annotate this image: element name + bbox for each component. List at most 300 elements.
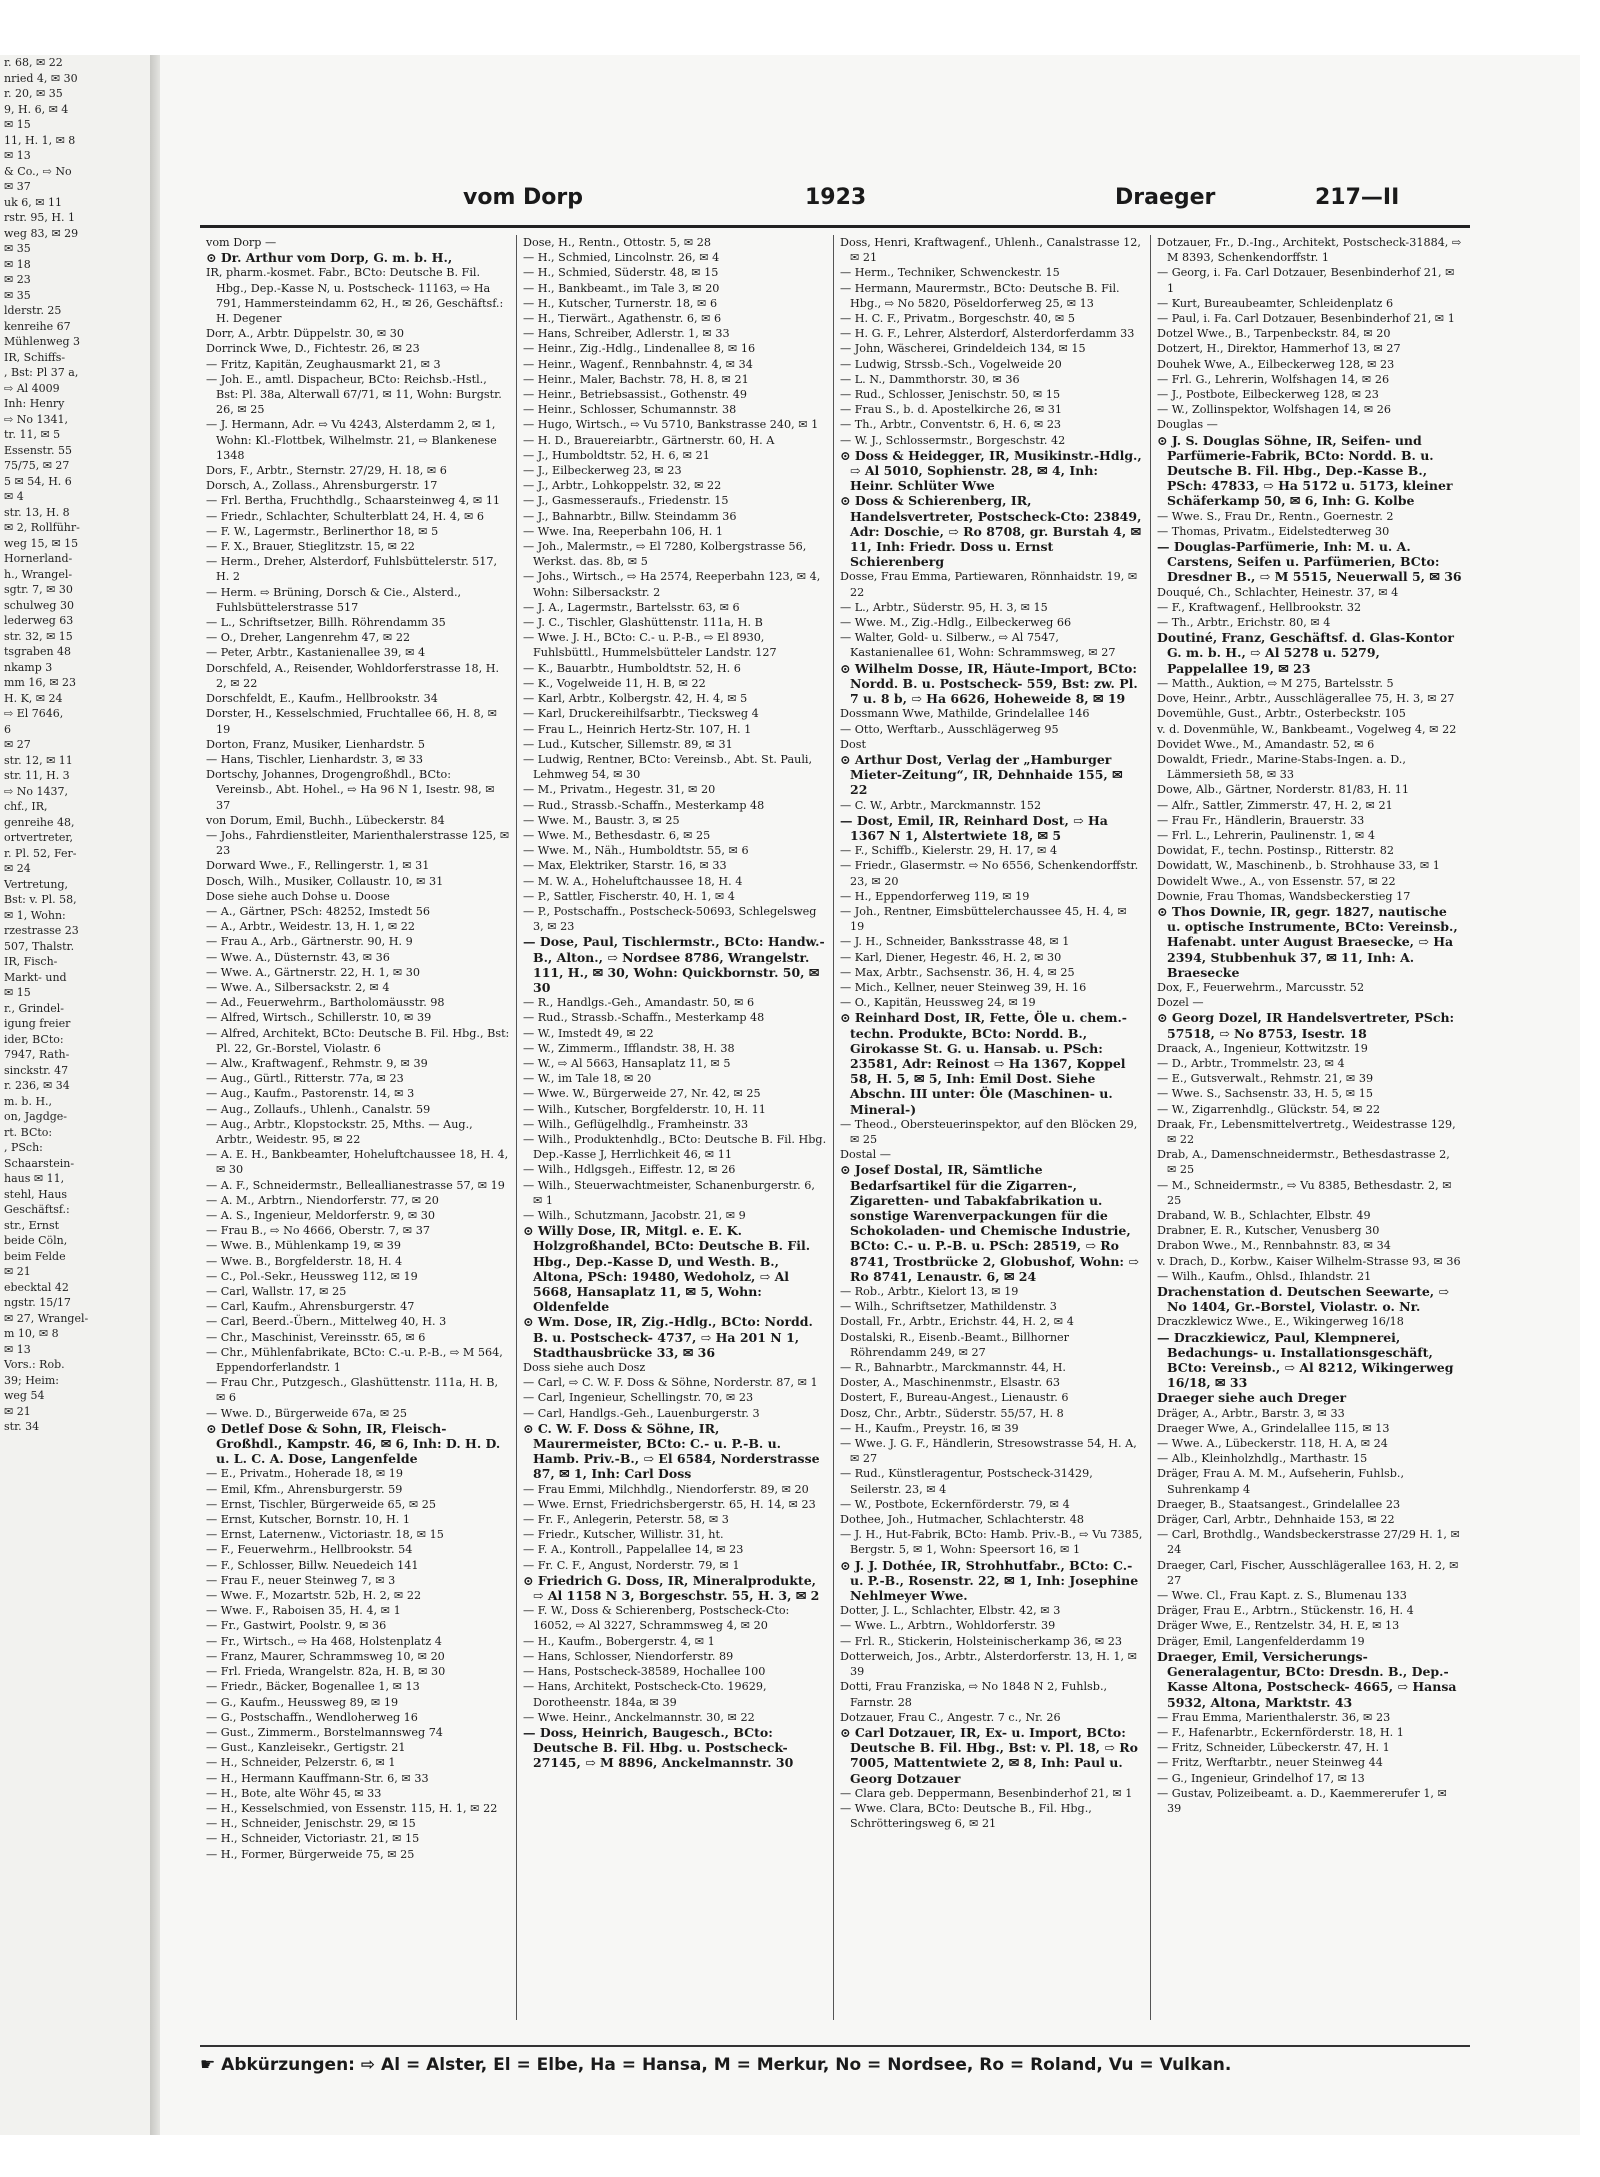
- directory-entry: — Fr., Wirtsch., ⇨ Ha 468, Holstenplatz 4: [206, 1634, 442, 1648]
- directory-entry: — Heinr., Betriebsassist., Gothenstr. 49: [523, 388, 748, 402]
- directory-entry: Dräger, Carl, Arbtr., Dehnhaide 153, ✉ 22: [1157, 1513, 1395, 1527]
- fragment-line: ebecktal 42: [4, 1280, 69, 1294]
- directory-entry: — Alb., Kleinholzhdlg., Marthastr. 15: [1157, 1452, 1368, 1466]
- directory-entry: — Wwe. S., Frau Dr., Rentn., Goernestr. 2: [1157, 509, 1394, 523]
- directory-entry: ⊙ Wm. Dose, IR, Zig.-Hdlg., BCto: Nordd. B. u. Postscheck- 4737, ⇨ Ha 201 N 1, Stadthausbrücke 33, ✉ 36: [523, 1314, 813, 1360]
- directory-entry: Dosse, Frau Emma, Partiewaren, Rönnhaidstr. 19, ✉ 22: [840, 570, 1138, 599]
- directory-entry: — Fr. C. F., Angust, Norderstr. 79, ✉ 1: [523, 1558, 740, 1572]
- directory-entry: — A. S., Ingenieur, Meldorferstr. 9, ✉ 30: [206, 1209, 435, 1222]
- directory-entry: — Herm., Dreher, Alsterdorf, Fuhlsbüttelerstr. 517, H. 2: [206, 555, 498, 584]
- column-1: [200, 235, 517, 2020]
- directory-entry: ⊙ Dr. Arthur vom Dorp, G. m. b. H.,: [206, 250, 453, 266]
- directory-entry: — Frau Fr., Händlerin, Brauerstr. 33: [1157, 813, 1365, 827]
- directory-entry: — W. J., Schlossermstr., Borgeschstr. 42: [840, 433, 1066, 447]
- directory-entry: — Max, Elektriker, Starstr. 16, ✉ 33: [523, 859, 727, 873]
- fragment-line: weg 83, ✉ 29: [4, 226, 79, 240]
- directory-entry: — F. X., Brauer, Stieglitzstr. 15, ✉ 22: [206, 540, 415, 554]
- directory-entry: — Hans, Postscheck-38589, Hochallee 100: [523, 1665, 766, 1679]
- fragment-line: ✉ 15: [4, 986, 31, 999]
- directory-entry: — Chr., Maschinist, Vereinsstr. 65, ✉ 6: [206, 1330, 426, 1344]
- directory-entry: von Dorum, Emil, Buchh., Lübeckerstr. 84: [206, 813, 445, 827]
- directory-entry: Draeger, Carl, Fischer, Ausschlägerallee 163, H. 2, ✉ 27: [1157, 1558, 1459, 1587]
- directory-entry: — Herm., Techniker, Schwenckestr. 15: [840, 266, 1060, 280]
- directory-entry: — Herm. ⇨ Brüning, Dorsch & Cie., Alsterd., Fuhlsbüttelerstrasse 517: [206, 585, 462, 614]
- directory-entry: Dowaldt, Friedr., Marine-Stabs-Ingen. a. D., Lämmersieth 58, ✉ 33: [1157, 752, 1406, 782]
- fragment-line: Schaarstein-: [4, 1156, 75, 1170]
- directory-entry: — K., Bauarbtr., Humboldtstr. 52, H. 6: [523, 661, 741, 675]
- directory-entry: — Rud., Strassb.-Schaffn., Mesterkamp 48: [523, 798, 765, 812]
- fragment-line: lederweg 63: [4, 614, 74, 627]
- directory-entry: — Wwe. B., Borgfelderstr. 18, H. 4: [206, 1254, 403, 1268]
- directory-entry: — K., Vogelweide 11, H. B, ✉ 22: [523, 676, 706, 690]
- directory-entry: — P., Postschaffn., Postscheck-50693, Schlegelsweg 3, ✉ 23: [523, 904, 817, 934]
- directory-entry: ⊙ Willy Dose, IR, Mitgl. e. E. K. Holzgroßhandel, BCto: Deutsche B. Fil. Hbg., Dep.-Kasse D, und Westh. B., Altona, PSch: 19480, Wedoholz, ⇨ Al 5668, Hansaplatz 11, ✉ 5, Wohn: Oldenfelde: [523, 1223, 811, 1315]
- directory-entry: — F., Hafenarbtr., Eckernförderstr. 18, H. 1: [1157, 1725, 1404, 1739]
- directory-entry: — Walter, Gold- u. Silberw., ⇨ Al 7547, Kastanienallee 61, Wohn: Schrammsweg, ✉ 27: [840, 631, 1116, 660]
- directory-entry: ⊙ Georg Dozel, IR Handelsvertreter, PSch: 57518, ⇨ No 8753, Isestr. 18: [1157, 1010, 1455, 1041]
- directory-entry: — Wwe. A., Lübeckerstr. 118, H. A, ✉ 24: [1157, 1437, 1388, 1451]
- directory-entry: — F., Schiffb., Kielerstr. 29, H. 17, ✉ 4: [840, 844, 1058, 858]
- directory-entry: — Alfr., Sattler, Zimmerstr. 47, H. 2, ✉ 21: [1157, 798, 1393, 812]
- directory-entry: Draak, Fr., Lebensmittelvertretg., Weidestrasse 129, ✉ 22: [1157, 1117, 1456, 1146]
- directory-entry: — J. C., Tischler, Glashüttenstr. 111a, H. B: [523, 616, 763, 630]
- fragment-line: haus ✉ 11,: [4, 1172, 65, 1185]
- directory-entry: vom Dorp —: [206, 236, 277, 249]
- fragment-line: r., Grindel-: [4, 1001, 64, 1015]
- directory-entry: — Hans, Schreiber, Adlerstr. 1, ✉ 33: [523, 327, 730, 341]
- fragment-line: ✉ 35: [4, 288, 31, 302]
- adjacent-page-fragment: [0, 55, 153, 2135]
- directory-entry: ⊙ Arthur Dost, Verlag der „Hamburger Mieter-Zeitung“, IR, Dehnhaide 155, ✉ 22: [840, 751, 1123, 798]
- directory-entry: — Hermann, Maurermstr., BCto: Deutsche B. Fil. Hbg., ⇨ No 5820, Pöseldorferweg 25, ✉ 13: [840, 281, 1120, 310]
- directory-entry: ⊙ Friedrich G. Doss, IR, Mineralprodukte, ⇨ Al 1158 N 3, Borgeschstr. 55, H. 3, ✉ 2: [523, 1572, 820, 1604]
- directory-entry: — R., Bahnarbtr., Marckmannstr. 44, H.: [840, 1361, 1066, 1375]
- fragment-line: kenreihe 67: [4, 319, 71, 333]
- directory-entry: — Kurt, Bureaubeamter, Schleidenplatz 6: [1157, 296, 1394, 310]
- directory-entry: — Wwe. J. G. F., Händlerin, Stresowstrasse 54, H. A, ✉ 27: [840, 1437, 1137, 1466]
- directory-entry: Dortschy, Johannes, Drogengroßhdl., BCto: Vereinsb., Abt. Hohel., ⇨ Ha 96 N 1, Isestr. 98, ✉ 37: [206, 768, 495, 812]
- fragment-line: Vors.: Rob.: [4, 1358, 65, 1371]
- directory-entry: — W., Zigarrenhdlg., Glückstr. 54, ✉ 22: [1157, 1102, 1381, 1116]
- directory-entry: — Wwe. B., Mühlenkamp 19, ✉ 39: [206, 1239, 402, 1253]
- directory-entry: Drab, A., Damenschneidermstr., Bethesdastrasse 2, ✉ 25: [1157, 1148, 1450, 1177]
- directory-entry: — W., Zimmerm., Ifflandstr. 38, H. 38: [523, 1041, 735, 1055]
- directory-entry: Douglas —: [1157, 418, 1218, 432]
- directory-entry: Dox, F., Feuerwehrm., Marcusstr. 52: [1157, 980, 1365, 994]
- fragment-line: rstr. 95, H. 1: [4, 211, 75, 224]
- fragment-line: r. 68, ✉ 22: [4, 56, 63, 69]
- directory-entry: — W., Postbote, Eckernförderstr. 79, ✉ 4: [840, 1497, 1070, 1511]
- fragment-line: , Bst: Pl 37 a,: [4, 366, 79, 379]
- directory-entry: — H., Schmied, Süderstr. 48, ✉ 15: [523, 266, 719, 280]
- directory-entry: — H. C. F., Privatm., Borgeschstr. 40, ✉ 5: [840, 312, 1075, 326]
- directory-entry: Dotzert, H., Direktor, Hammerhof 13, ✉ 27: [1157, 342, 1401, 356]
- directory-entry: Dowidat, F., techn. Postinsp., Ritterstr. 82: [1157, 844, 1394, 858]
- directory-entry: — J. H., Schneider, Banksstrasse 48, ✉ 1: [840, 935, 1070, 949]
- directory-entry: Dostal —: [840, 1148, 891, 1162]
- directory-entry: — E., Privatm., Hoherade 18, ✉ 19: [206, 1467, 403, 1481]
- directory-entry: — Wwe. M., Näh., Humboldtstr. 55, ✉ 6: [523, 844, 749, 858]
- directory-entry: — H., Hermann Kauffmann-Str. 6, ✉ 33: [206, 1771, 429, 1785]
- directory-entry: — Th., Arbtr., Erichstr. 80, ✉ 4: [1157, 616, 1331, 630]
- fragment-line: chf., IR,: [4, 800, 48, 813]
- directory-entry: Doster, A., Maschinenmstr., Elsastr. 63: [840, 1376, 1060, 1390]
- directory-entry: — C. W., Arbtr., Marckmannstr. 152: [840, 798, 1042, 812]
- directory-entry: — J., Postbote, Eilbeckerweg 128, ✉ 23: [1157, 388, 1379, 402]
- directory-entry: — Thomas, Privatm., Eidelstedterweg 30: [1157, 524, 1390, 538]
- directory-entry: — Johs., Wirtsch., ⇨ Ha 2574, Reeperbahn 123, ✉ 4, Wohn: Silbersackstr. 2: [523, 570, 821, 599]
- fragment-line: on, Jagdge-: [4, 1110, 68, 1123]
- directory-entry: ⊙ Carl Dotzauer, IR, Ex- u. Import, BCto: Deutsche B. Fil. Hbg., Bst: v. Pl. 18, ⇨ Ro 7005, Mattentwiete 2, ✉ 8, Inh: Paul u. Georg Dotzauer: [840, 1724, 1138, 1786]
- fragment-line: Markt- und: [4, 970, 67, 984]
- directory-entry: — F. W., Lagermstr., Berlinerthor 18, ✉ 5: [206, 524, 439, 538]
- directory-entry: — Heinr., Maler, Bachstr. 78, H. 8, ✉ 21: [523, 372, 749, 386]
- directory-entry: — Ludwig, Rentner, BCto: Vereinsb., Abt. St. Pauli, Lehmweg 54, ✉ 30: [523, 752, 813, 782]
- directory-entry: — Wilh., Steuerwachtmeister, Schanenburgerstr. 6, ✉ 1: [523, 1178, 815, 1207]
- directory-entry: Doss, Henri, Kraftwagenf., Uhlenh., Canalstrasse 12, ✉ 21: [840, 236, 1141, 265]
- directory-entry: — John, Wäscherei, Grindeldeich 134, ✉ 15: [840, 342, 1086, 356]
- fragment-line: str. 13, H. 8: [4, 505, 70, 519]
- directory-entry: — J., Bahnarbtr., Billw. Steindamm 36: [523, 509, 737, 523]
- directory-entry: — Wwe. S., Sachsenstr. 33, H. 5, ✉ 15: [1157, 1087, 1373, 1101]
- fragment-line: str. 12, ✉ 11: [4, 753, 73, 767]
- directory-entry: — Chr., Mühlenfabrikate, BCto: C.-u. P.-B., ⇨ M 564, Eppendorferlandstr. 1: [206, 1345, 503, 1375]
- directory-entry: Dräger, Emil, Langenfelderdamm 19: [1157, 1634, 1365, 1648]
- directory-entry: Dowidatt, W., Maschinenb., b. Strohhause 33, ✉ 1: [1157, 859, 1440, 873]
- directory-entry: — Frau A., Arb., Gärtnerstr. 90, H. 9: [206, 935, 413, 949]
- fragment-line: m. b. H.,: [4, 1094, 53, 1108]
- directory-entry: Dovemühle, Gust., Arbtr., Osterbeckstr. 105: [1157, 707, 1406, 721]
- directory-entry: — Fritz, Kapitän, Zeughausmarkt 21, ✉ 3: [206, 357, 441, 371]
- directory-entry: Dostert, F., Bureau-Angest., Lienaustr. 6: [840, 1391, 1069, 1405]
- directory-entry: — Friedr., Kutscher, Willistr. 31, ht.: [523, 1528, 724, 1542]
- fragment-line: rt. BCto:: [4, 1125, 53, 1139]
- directory-entry: Dothee, Joh., Hutmacher, Schlachterstr. 48: [840, 1513, 1084, 1527]
- directory-entry: — Frau Emmi, Milchhdlg., Niendorferstr. 89, ✉ 20: [523, 1482, 809, 1496]
- fragment-line: h., Wrangel-: [4, 567, 73, 581]
- fragment-line: nkamp 3: [4, 660, 53, 674]
- directory-entry: Dräger, A., Arbtr., Barstr. 3, ✉ 33: [1157, 1406, 1345, 1420]
- fragment-line: ✉ 1, Wohn:: [4, 908, 66, 922]
- directory-entry: — Wilh., Schutzmann, Jacobstr. 21, ✉ 9: [523, 1209, 746, 1222]
- directory-entry: — W., ⇨ Al 5663, Hansaplatz 11, ✉ 5: [523, 1056, 731, 1070]
- directory-entry: ⊙ Detlef Dose & Sohn, IR, Fleisch-Großhdl., Kampstr. 46, ✉ 6, Inh: D. H. D. u. L. C. A. Dose, Langenfelde: [206, 1420, 501, 1467]
- directory-entry: — Frl. R., Stickerin, Holsteinischerkamp 36, ✉ 23: [840, 1634, 1123, 1648]
- directory-entry: — Rob., Arbtr., Kielort 13, ✉ 19: [840, 1285, 1019, 1299]
- directory-entry: ⊙ Thos Downie, IR, gegr. 1827, nautische u. optische Instrumente, BCto: Vereinsb., Hafenabt. unter August Braesecke, ⇨ Ha 2394, Stubbenhuk 37, ✉ 11, Inh: A. Braesecke: [1157, 903, 1458, 980]
- fragment-line: sgtr. 7, ✉ 30: [4, 583, 73, 596]
- directory-entry: v. Drach, D., Korbw., Kaiser Wilhelm-Strasse 93, ✉ 36: [1157, 1254, 1461, 1268]
- directory-entry: — Frau S., b. d. Apostelkirche 26, ✉ 31: [840, 403, 1063, 417]
- directory-entry: — Franz, Maurer, Schrammsweg 10, ✉ 20: [206, 1649, 445, 1663]
- directory-entry: — Ad., Feuerwehrm., Bartholomäusstr. 98: [206, 996, 445, 1010]
- directory-entry: ⊙ Wilhelm Dosse, IR, Häute-Import, BCto: Nordd. B. u. Postscheck- 559, Bst: zw. Pl. 7 u. 8 b, ⇨ Ha 6626, Hoheweide 8, ✉ 19: [840, 660, 1138, 707]
- directory-entry: — H., Kaufm., Preystr. 16, ✉ 39: [840, 1421, 1019, 1435]
- fragment-line: schulweg 30: [4, 598, 74, 612]
- fragment-line: r. 236, ✉ 34: [4, 1079, 70, 1092]
- directory-entry: — Alw., Kraftwagenf., Rehmstr. 9, ✉ 39: [206, 1056, 428, 1070]
- directory-entry: ⊙ J. S. Douglas Söhne, IR, Seifen- und Parfümerie-Fabrik, BCto: Nordd. B. u. Deutsche B. Fil. Hbg., Dep.-Kasse B., PSch: 47833, ⇨ Ha 5172 u. 5173, kleiner Schäferkamp 50, ✉ 6, Inh: G. Kolbe: [1157, 432, 1453, 509]
- directory-entry: — H., Bote, alte Wöhr 45, ✉ 33: [206, 1786, 382, 1800]
- fragment-line: 6: [4, 722, 11, 736]
- fragment-line: Hornerland-: [4, 552, 73, 565]
- directory-entry: Dotterweich, Jos., Arbtr., Alsterdorferstr. 13, H. 1, ✉ 39: [840, 1649, 1138, 1679]
- directory-entry: — Carl, Kaufm., Ahrensburgerstr. 47: [206, 1300, 415, 1314]
- directory-entry: — Aug., Kaufm., Pastorenstr. 14, ✉ 3: [206, 1087, 415, 1101]
- directory-entry: — Karl, Arbtr., Kolbergstr. 42, H. 4, ✉ 5: [523, 692, 748, 706]
- directory-entry: ⊙ J. J. Dothée, IR, Strohhutfabr., BCto: C.- u. P.-B., Rosenstr. 22, ✉ 1, Inh: Josephine Nehlmeyer Wwe.: [840, 1557, 1139, 1604]
- fragment-line: beim Felde: [4, 1249, 66, 1263]
- directory-entry: — Wwe. W., Bürgerweide 27, Nr. 42, ✉ 25: [523, 1087, 761, 1101]
- directory-entry: Doutiné, Franz, Geschäftsf. d. Glas-Kontor G. m. b. H., ⇨ Al 5278 u. 5279, Pappelallee 19, ✉ 23: [1157, 630, 1454, 676]
- directory-entry: — Wilh., Produktenhdlg., BCto: Deutsche B. Fil. Hbg. Dep.-Kasse J, Herrlichkeit 46, ✉ 11: [523, 1132, 827, 1162]
- header-rule: [200, 225, 1470, 228]
- directory-entry: — A. E. H., Bankbeamter, Hoheluftchaussee 18, H. 4, ✉ 30: [206, 1148, 509, 1177]
- fragment-line: tr. 11, ✉ 5: [4, 428, 61, 441]
- directory-entry: — A., Arbtr., Weidestr. 13, H. 1, ✉ 22: [206, 920, 416, 934]
- directory-entry: — Rud., Strassb.-Schaffn., Mesterkamp 48: [523, 1011, 765, 1025]
- directory-entry: — Frl. L., Lehrerin, Paulinenstr. 1, ✉ 4: [1157, 828, 1375, 842]
- directory-entry: Dorschfeldt, E., Kaufm., Hellbrookstr. 34: [206, 692, 438, 706]
- fragment-line: ider, BCto:: [4, 1032, 64, 1046]
- directory-entry: — J., Humboldtstr. 52, H. 6, ✉ 21: [523, 448, 710, 462]
- directory-entry: Dostalski, R., Eisenb.-Beamt., Billhorner Röhrendamm 249, ✉ 27: [840, 1330, 1070, 1359]
- directory-entry: Dowe, Alb., Gärtner, Norderstr. 81/83, H. 11: [1157, 783, 1409, 797]
- column-4: [1151, 235, 1468, 2020]
- directory-entry: Dovidet Wwe., M., Amandastr. 52, ✉ 6: [1157, 737, 1375, 751]
- directory-entry: IR, pharm.-kosmet. Fabr., BCto: Deutsche B. Fil. Hbg., Dep.-Kasse N, u. Postscheck- 11163, ⇨ Ha 791, Hammersteindamm 62, H., ✉ 26, Geschäftsf.: H. Degener: [206, 266, 504, 326]
- directory-entry: v. d. Dovenmühle, W., Bankbeamt., Vogelweg 4, ✉ 22: [1157, 722, 1457, 736]
- directory-entry: — Rud., Künstleragentur, Postscheck-31429, Seilerstr. 23, ✉ 4: [840, 1467, 1093, 1496]
- directory-entry: — Alfred, Wirtsch., Schillerstr. 10, ✉ 39: [206, 1011, 432, 1025]
- fragment-line: 5 ✉ 54, H. 6: [4, 474, 72, 488]
- directory-entry: — Wwe. L., Arbtrn., Wohldorferstr. 39: [840, 1619, 1056, 1633]
- directory-entry: — Matth., Auktion, ⇨ M 275, Bartelsstr. 5: [1157, 676, 1394, 690]
- fragment-line: IR, Fisch-: [4, 955, 58, 968]
- running-head-year: 1923: [805, 185, 867, 210]
- fragment-line: 9, H. 6, ✉ 4: [4, 102, 69, 116]
- directory-entry: — L. N., Dammthorstr. 30, ✉ 36: [840, 372, 1020, 386]
- fragment-line: weg 15, ✉ 15: [4, 536, 79, 550]
- directory-entry: — Friedr., Bäcker, Bogenallee 1, ✉ 13: [206, 1680, 420, 1694]
- directory-entry: Dotti, Frau Franziska, ⇨ No 1848 N 2, Fuhlsb., Farnstr. 28: [840, 1680, 1108, 1709]
- directory-entry: — D., Arbtr., Trommelstr. 23, ✉ 4: [1157, 1056, 1345, 1070]
- directory-entry: Drachenstation d. Deutschen Seewarte, ⇨ No 1404, Gr.-Borstel, Violastr. o. Nr.: [1157, 1284, 1449, 1315]
- fragment-line: mm 16, ✉ 23: [4, 676, 77, 689]
- fragment-line: weg 54: [4, 1389, 45, 1402]
- directory-entry: — Wilh., Kutscher, Borgfelderstr. 10, H. 11: [523, 1102, 766, 1116]
- directory-entry: Draczklewicz Wwe., E., Wikingerweg 16/18: [1157, 1315, 1404, 1329]
- directory-entry: — Fr., Gastwirt, Poolstr. 9, ✉ 36: [206, 1619, 387, 1633]
- directory-entry: — Rud., Schlosser, Jenischstr. 50, ✉ 15: [840, 388, 1061, 402]
- directory-entry: — Douglas-Parfümerie, Inh: M. u. A. Carstens, Seifen u. Parfümerien, BCto: Dresdner B., ⇨ M 5515, Neuerwall 5, ✉ 36: [1157, 539, 1462, 585]
- directory-entry: — Frl. Bertha, Fruchthdlg., Schaarsteinweg 4, ✉ 11: [206, 494, 501, 508]
- fragment-line: str. 32, ✉ 15: [4, 629, 73, 643]
- directory-entry: — Wwe. Heinr., Anckelmannstr. 30, ✉ 22: [523, 1710, 755, 1724]
- directory-entry: — Friedr., Glasermstr. ⇨ No 6556, Schenkendorffstr. 23, ✉ 20: [840, 859, 1139, 888]
- directory-entry: — H., Kaufm., Bobergerstr. 4, ✉ 1: [523, 1634, 715, 1648]
- directory-entry: Dosz, Chr., Arbtr., Süderstr. 55/57, H. 8: [840, 1406, 1064, 1420]
- directory-entry: — Otto, Werftarb., Ausschlägerweg 95: [840, 722, 1059, 736]
- directory-entry: — M., Privatm., Hegestr. 31, ✉ 20: [523, 783, 716, 797]
- directory-entry: Downie, Frau Thomas, Wandsbeckerstieg 17: [1157, 889, 1411, 903]
- directory-entry: — O., Dreher, Langenrehm 47, ✉ 22: [206, 631, 411, 645]
- directory-entry: Dozel —: [1157, 996, 1204, 1010]
- directory-entry: — O., Kapitän, Heussweg 24, ✉ 19: [840, 996, 1036, 1010]
- fragment-line: ✉ 13: [4, 149, 31, 162]
- running-head: [200, 185, 1500, 225]
- directory-entry: — Friedr., Schlachter, Schulterblatt 24, H. 4, ✉ 6: [206, 509, 485, 523]
- directory-entry: Dräger, Frau E., Arbtrn., Stückenstr. 16, H. 4: [1157, 1604, 1414, 1618]
- directory-entry: — M., Schneidermstr., ⇨ Vu 8385, Bethesdastr. 2, ✉ 25: [1157, 1178, 1452, 1207]
- directory-entry: — J. H., Hut-Fabrik, BCto: Hamb. Priv.-B., ⇨ Vu 7385, Bergstr. 5, ✉ 1, Wohn: Speersort 16, ✉ 1: [840, 1528, 1143, 1557]
- running-head-right: Draeger: [1115, 185, 1216, 210]
- directory-entry: Dorward Wwe., F., Rellingerstr. 1, ✉ 31: [206, 859, 430, 873]
- fragment-line: ✉ 27: [4, 738, 31, 751]
- fragment-line: ✉ 18: [4, 257, 31, 271]
- page-number: 217—II: [1315, 185, 1400, 210]
- fragment-line: str., Ernst: [4, 1218, 60, 1232]
- fragment-line: r. Pl. 52, Fer-: [4, 846, 77, 860]
- fragment-line: beide Cöln,: [4, 1234, 68, 1247]
- directory-entry: — Emil, Kfm., Ahrensburgerstr. 59: [206, 1482, 403, 1496]
- fragment-line: rzestrasse 23: [4, 924, 79, 937]
- directory-entry: Dove, Heinr., Arbtr., Ausschlägerallee 75, H. 3, ✉ 27: [1157, 692, 1455, 706]
- directory-entry: — Carl, Wallstr. 17, ✉ 25: [206, 1285, 347, 1299]
- directory-entry: — Wwe. A., Düsternstr. 43, ✉ 36: [206, 950, 390, 964]
- directory-entry: — W., im Tale 18, ✉ 20: [523, 1072, 652, 1086]
- directory-entry: — Wwe. F., Raboisen 35, H. 4, ✉ 1: [206, 1604, 401, 1618]
- directory-entry: — J., Eilbeckerweg 23, ✉ 23: [523, 464, 682, 478]
- directory-entry: — G., Kaufm., Heussweg 89, ✉ 19: [206, 1695, 399, 1709]
- directory-entry: — F., Schlosser, Billw. Neuedeich 141: [206, 1558, 419, 1572]
- fragment-line: uk 6, ✉ 11: [4, 195, 62, 209]
- directory-entry: — Ernst, Kutscher, Bornstr. 10, H. 1: [206, 1513, 410, 1527]
- fragment-line: stehl, Haus: [4, 1187, 68, 1201]
- directory-entry: — H., Kutscher, Turnerstr. 18, ✉ 6: [523, 296, 718, 310]
- fragment-line: Bst: v. Pl. 58,: [4, 893, 77, 906]
- fragment-line: ✉ 15: [4, 118, 31, 131]
- directory-entry: — Ernst, Tischler, Bürgerweide 65, ✉ 25: [206, 1497, 437, 1511]
- directory-entry: — H., Schmied, Lincolnstr. 26, ✉ 4: [523, 251, 720, 265]
- fragment-line: ortvertreter,: [4, 831, 73, 844]
- directory-entry: ⊙ Josef Dostal, IR, Sämtliche Bedarfsartikel für die Zigarren-, Zigaretten- und Tabakfabrikation u. sonstige Warenverpackungen für die Schokoladen- und Chemische Industrie, BCto: C.- u. P.-B. u. PSch: 28519, ⇨ Ro 8741, Trostbrücke 2, Globushof, Wohn: ⇨ Ro 8741, Lenaustr. 6, ✉ 24: [840, 1162, 1139, 1284]
- directory-entry: Douqué, Ch., Schlachter, Heinestr. 37, ✉ 4: [1157, 585, 1399, 599]
- directory-entry: Dorster, H., Kesselschmied, Fruchtallee 66, H. 8, ✉ 19: [206, 707, 497, 736]
- directory-entry: — Wwe. M., Baustr. 3, ✉ 25: [523, 813, 680, 827]
- directory-entry: — J., Gasmesseraufs., Friedenstr. 15: [523, 494, 729, 508]
- directory-entry: Dräger Wwe, E., Rentzelstr. 34, H. E, ✉ 13: [1157, 1619, 1400, 1633]
- fragment-line: & Co., ⇨ No: [4, 164, 72, 178]
- directory-entry: Dorrinck Wwe, D., Fichtestr. 26, ✉ 23: [206, 342, 420, 356]
- directory-entry: — H., Kesselschmied, von Essenstr. 115, H. 1, ✉ 22: [206, 1801, 498, 1815]
- directory-entry: Dorschfeld, A., Reisender, Wohldorferstrasse 18, H. 2, ✉ 22: [206, 661, 500, 690]
- directory-entry: — Wwe. F., Mozartstr. 52b, H. 2, ✉ 22: [206, 1589, 422, 1603]
- directory-entry: — F., Kraftwagenf., Hellbrookstr. 32: [1157, 600, 1362, 614]
- directory-entry: — G., Ingenieur, Grindelhof 17, ✉ 13: [1157, 1771, 1365, 1785]
- directory-entry: Draband, W. B., Schlachter, Elbstr. 49: [1157, 1209, 1371, 1222]
- directory-entry: — H., Tierwärt., Agathenstr. 6, ✉ 6: [523, 312, 722, 326]
- directory-entry: — Karl, Druckereihilfsarbtr., Tiecksweg 4: [523, 707, 759, 721]
- directory-entry: — Clara geb. Deppermann, Besenbinderhof 21, ✉ 1: [840, 1786, 1133, 1800]
- directory-columns: [200, 235, 1470, 2020]
- directory-entry: ⊙ C. W. F. Doss & Söhne, IR, Maurermeister, BCto: C.- u. P.-B. u. Hamb. Priv.-B., ⇨ El 6584, Norderstrasse 87, ✉ 1, Inh: Carl Doss: [523, 1420, 820, 1482]
- directory-entry: Dräger, Frau A. M. M., Aufseherin, Fuhlsb., Suhrenkamp 4: [1157, 1467, 1405, 1496]
- directory-entry: — Wwe. D., Bürgerweide 67a, ✉ 25: [206, 1406, 407, 1420]
- directory-entry: — Ernst, Laternenw., Victoriastr. 18, ✉ 15: [206, 1528, 444, 1542]
- directory-entry: — Wwe. A., Silbersackstr. 2, ✉ 4: [206, 980, 390, 994]
- directory-entry: Dossmann Wwe, Mathilde, Grindelallee 146: [840, 707, 1090, 721]
- fragment-line: Mühlenweg 3: [4, 335, 81, 348]
- directory-entry: — Aug., Gürtl., Ritterstr. 77a, ✉ 23: [206, 1072, 404, 1086]
- fragment-line: ✉ 24: [4, 862, 31, 875]
- directory-entry: — Joh. E., amtl. Dispacheur, BCto: Reichsb.-Hstl., Bst: Pl. 38a, Alterwall 67/71, ✉ 11, Wohn: Burgstr. 26, ✉ 25: [206, 372, 502, 417]
- directory-entry: — H., Eppendorferweg 119, ✉ 19: [840, 889, 1030, 903]
- directory-entry: — M. W. A., Hoheluftchaussee 18, H. 4: [523, 874, 743, 888]
- fragment-line: ✉ 27, Wrangel-: [4, 1311, 89, 1325]
- directory-entry: — Wwe. Cl., Frau Kapt. z. S., Blumenau 133: [1157, 1589, 1407, 1603]
- directory-entry: — H. D., Brauereiarbtr., Gärtnerstr. 60, H. A: [523, 433, 775, 447]
- directory-entry: ⊙ Doss & Schierenberg, IR, Handelsvertreter, Postscheck-Cto: 23849, Adr: Doschie, ⇨ Ro 8708, gr. Burstah 4, ✉ 11, Inh: Friedr. Doss u. Ernst Schierenberg: [840, 493, 1142, 570]
- directory-entry: — Wwe. M., Zig.-Hdlg., Eilbeckerweg 66: [840, 616, 1072, 630]
- directory-entry: — Doss, Heinrich, Baugesch., BCto: Deutsche B. Fil. Hbg. u. Postscheck-27145, ⇨ M 8896, Anckelmannstr. 30: [523, 1724, 794, 1771]
- directory-entry: — J. Hermann, Adr. ⇨ Vu 4243, Alsterdamm 2, ✉ 1, Wohn: Kl.-Flottbek, Wilhelmstr. 21, ⇨ Blankenese 1348: [206, 418, 497, 462]
- directory-entry: — Gustav, Polizeibeamt. a. D., Kaemmererufer 1, ✉ 39: [1157, 1786, 1447, 1815]
- directory-entry: — Georg, i. Fa. Carl Dotzauer, Besenbinderhof 21, ✉ 1: [1157, 266, 1455, 295]
- fragment-line: ✉ 37: [4, 180, 31, 193]
- directory-entry: — Wwe. M., Bethesdastr. 6, ✉ 25: [523, 828, 711, 842]
- directory-entry: — Frau F., neuer Steinweg 7, ✉ 3: [206, 1573, 396, 1587]
- directory-entry: — Heinr., Zig.-Hdlg., Lindenallee 8, ✉ 16: [523, 342, 756, 356]
- directory-entry: — Joh., Rentner, Eimsbüttelerchaussee 45, H. 4, ✉ 19: [840, 904, 1127, 934]
- directory-entry: — Aug., Arbtr., Klopstockstr. 25, Mths. — Aug., Arbtr., Weidestr. 95, ✉ 22: [206, 1117, 473, 1146]
- column-3: [834, 235, 1151, 2020]
- directory-entry: — Joh., Malermstr., ⇨ El 7280, Kolbergstrasse 56, Werkst. das. 8b, ✉ 5: [523, 540, 807, 569]
- directory-entry: Doss siehe auch Dosz: [523, 1361, 646, 1375]
- directory-entry: — Wwe. Ina, Reeperbahn 106, H. 1: [523, 524, 724, 538]
- directory-entry: Dotzauer, Frau C., Angestr. 7 c., Nr. 26: [840, 1710, 1061, 1724]
- directory-entry: — Fr. F., Anlegerin, Peterstr. 58, ✉ 3: [523, 1513, 729, 1527]
- directory-entry: — Carl, Brothdlg., Wandsbeckerstrasse 27/29 H. 1, ✉ 24: [1157, 1528, 1460, 1557]
- fragment-line: r. 20, ✉ 35: [4, 87, 63, 100]
- directory-entry: Dors, F., Arbtr., Sternstr. 27/29, H. 18, ✉ 6: [206, 464, 447, 478]
- directory-entry: Dose, H., Rentn., Ottostr. 5, ✉ 28: [523, 236, 711, 249]
- directory-entry: Draeger siehe auch Dreger: [1157, 1390, 1347, 1406]
- abbreviations-footer: ☛ Abkürzungen: ⇨ Al = Alster, El = Elbe, Ha = Hansa, M = Merkur, No = Nordsee, Ro = Roland, Vu = Vulkan.: [200, 2045, 1470, 2085]
- directory-entry: — Frau Chr., Putzgesch., Glashüttenstr. 111a, H. B, ✉ 6: [206, 1376, 499, 1405]
- fragment-line: str. 34: [4, 1420, 40, 1433]
- directory-entry: — Mich., Kellner, neuer Steinweg 39, H. 16: [840, 980, 1087, 994]
- fragment-line: IR, Schiffs-: [4, 350, 66, 364]
- fragment-line: ✉ 23: [4, 273, 31, 286]
- directory-entry: Dosch, Wilh., Musiker, Collaustr. 10, ✉ 31: [206, 874, 444, 888]
- directory-entry: — H., Schneider, Victoriastr. 21, ✉ 15: [206, 1832, 420, 1846]
- fragment-line: 39; Heim:: [4, 1373, 59, 1387]
- directory-entry: — P., Sattler, Fischerstr. 40, H. 1, ✉ 4: [523, 889, 735, 903]
- directory-entry: — H., Bankbeamt., im Tale 3, ✉ 20: [523, 281, 720, 295]
- directory-entry: — R., Handlgs.-Geh., Amandastr. 50, ✉ 6: [523, 996, 755, 1010]
- fragment-line: , PSch:: [4, 1141, 43, 1154]
- directory-entry: — Wwe. J. H., BCto: C.- u. P.-B., ⇨ El 8930, Fuhlsbüttl., Hummelsbütteler Landstr. 127: [523, 631, 777, 660]
- directory-entry: — J. A., Lagermstr., Bartelsstr. 63, ✉ 6: [523, 600, 740, 614]
- directory-entry: — Dose, Paul, Tischlermstr., BCto: Handw.-B., Alton., ⇨ Nordsee 8786, Wrangelstr. 111, H., ✉ 30, Wohn: Quickbornstr. 50, ✉ 30: [523, 934, 825, 995]
- directory-entry: — W., Imstedt 49, ✉ 22: [523, 1026, 654, 1040]
- directory-entry: Draeger, B., Staatsangest., Grindelallee 23: [1157, 1497, 1401, 1511]
- directory-entry: — Carl, ⇨ C. W. F. Doss & Söhne, Norderstr. 87, ✉ 1: [523, 1376, 818, 1390]
- directory-entry: — Wwe. A., Gärtnerstr. 22, H. 1, ✉ 30: [206, 965, 421, 979]
- directory-entry: Drabon Wwe., M., Rennbahnstr. 83, ✉ 34: [1157, 1239, 1391, 1253]
- directory-entry: Dostall, Fr., Arbtr., Erichstr. 44, H. 2, ✉ 4: [840, 1315, 1074, 1329]
